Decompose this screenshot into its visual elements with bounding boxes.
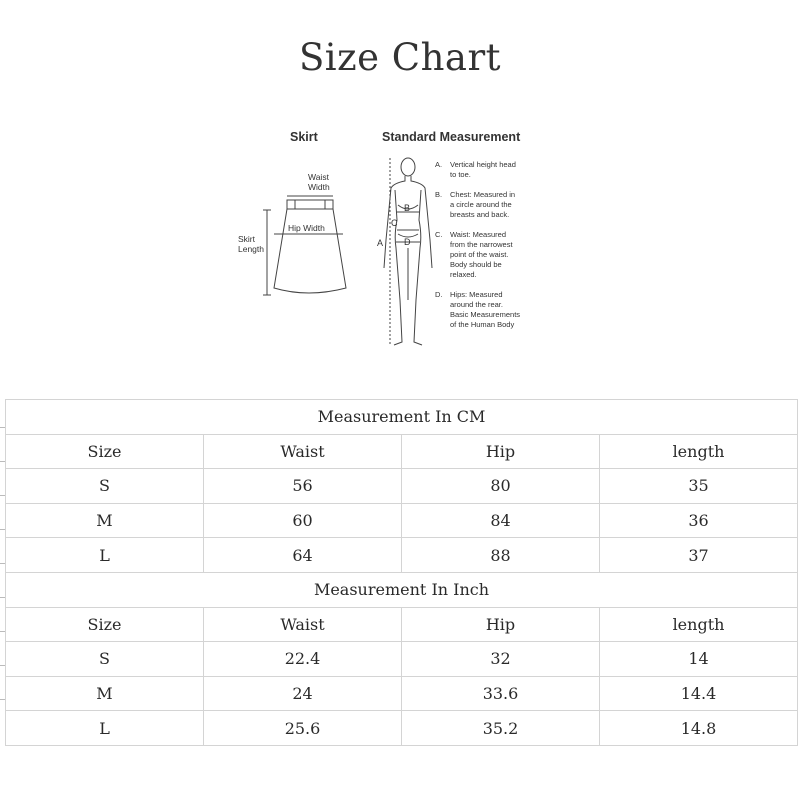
standard-measurement-title: Standard Measurement [382,130,521,144]
inch-header-row [6,607,798,642]
cell-hip: 35.2 [402,711,600,746]
cm-heading-row [6,400,798,435]
cell-hip: 32 [402,642,600,677]
marker-c: C [391,218,398,228]
column-header-hip: Hip [402,434,600,469]
skirt-waistband [287,200,333,209]
cell-hip: 80 [402,469,600,504]
cell-size: S [6,642,204,677]
cell-hip: 33.6 [402,676,600,711]
cell-waist: 56 [204,469,402,504]
cell-hip: 84 [402,503,600,538]
cell-waist: 22.4 [204,642,402,677]
marker-b: B [404,203,411,213]
marker-d: D [404,237,411,247]
size-tables [5,399,797,746]
note-c-line1: Waist: Measured [450,230,506,239]
column-header-length: length [600,607,798,642]
cell-waist: 64 [204,538,402,573]
note-b-line1: Chest: Measured in [450,190,516,199]
measurement-diagram [230,120,560,360]
skirt-body [274,209,346,293]
note-c-line5: relaxed. [450,270,477,279]
measurement-notes [435,160,520,329]
waist-width-label-line1: Waist [308,172,329,182]
note-a-line1: Vertical height head [450,160,516,169]
note-b-line3: breasts and back. [450,210,510,219]
column-header-size: Size [6,607,204,642]
human-figure [377,158,432,346]
cell-waist: 25.6 [204,711,402,746]
cell-length: 36 [600,503,798,538]
note-c-letter: C. [435,230,443,239]
note-d-line1: Hips: Measured [450,290,503,299]
cell-size: M [6,676,204,711]
column-header-length: length [600,434,798,469]
skirt-title: Skirt [290,130,318,144]
cell-size: M [6,503,204,538]
table-row [6,676,798,711]
cell-length: 35 [600,469,798,504]
cell-waist: 60 [204,503,402,538]
page-title: Size Chart [298,36,502,79]
cell-waist: 24 [204,676,402,711]
cell-length: 37 [600,538,798,573]
cell-length: 14 [600,642,798,677]
table-row [6,503,798,538]
note-d-line3: Basic Measurements [450,310,521,319]
figure-head [401,158,415,176]
table-row [6,642,798,677]
note-d-line4: of the Human Body [450,320,515,329]
note-c-line2: from the narrowest [450,240,513,249]
cell-hip: 88 [402,538,600,573]
size-table [5,399,798,746]
column-header-size: Size [6,434,204,469]
note-d-letter: D. [435,290,443,299]
inch-heading: Measurement In Inch [6,572,798,607]
measurement-diagram-svg [230,120,560,360]
note-a-letter: A. [435,160,443,169]
cell-length: 14.8 [600,711,798,746]
skirt-length-label-line1: Skirt [238,234,255,244]
column-header-waist: Waist [204,434,402,469]
table-row [6,469,798,504]
table-row [6,538,798,573]
cm-heading: Measurement In CM [6,400,798,435]
waist-width-label-line2: Width [308,182,330,192]
skirt-length-label-line2: Length [238,244,264,254]
note-a-line2: to toe. [450,170,471,179]
skirt-illustration [238,172,346,295]
cell-size: S [6,469,204,504]
marker-a: A [377,238,384,248]
column-header-hip: Hip [402,607,600,642]
cell-size: L [6,711,204,746]
note-b-line2: a circle around the [450,200,512,209]
note-d-line2: around the rear. [450,300,503,309]
hip-width-label: Hip Width [288,223,325,233]
note-c-line4: Body should be [450,260,502,269]
cell-length: 14.4 [600,676,798,711]
note-c-line3: point of the waist. [450,250,509,259]
cell-size: L [6,538,204,573]
column-header-waist: Waist [204,607,402,642]
note-b-letter: B. [435,190,443,199]
inch-heading-row [6,572,798,607]
table-row [6,711,798,746]
cm-header-row [6,434,798,469]
